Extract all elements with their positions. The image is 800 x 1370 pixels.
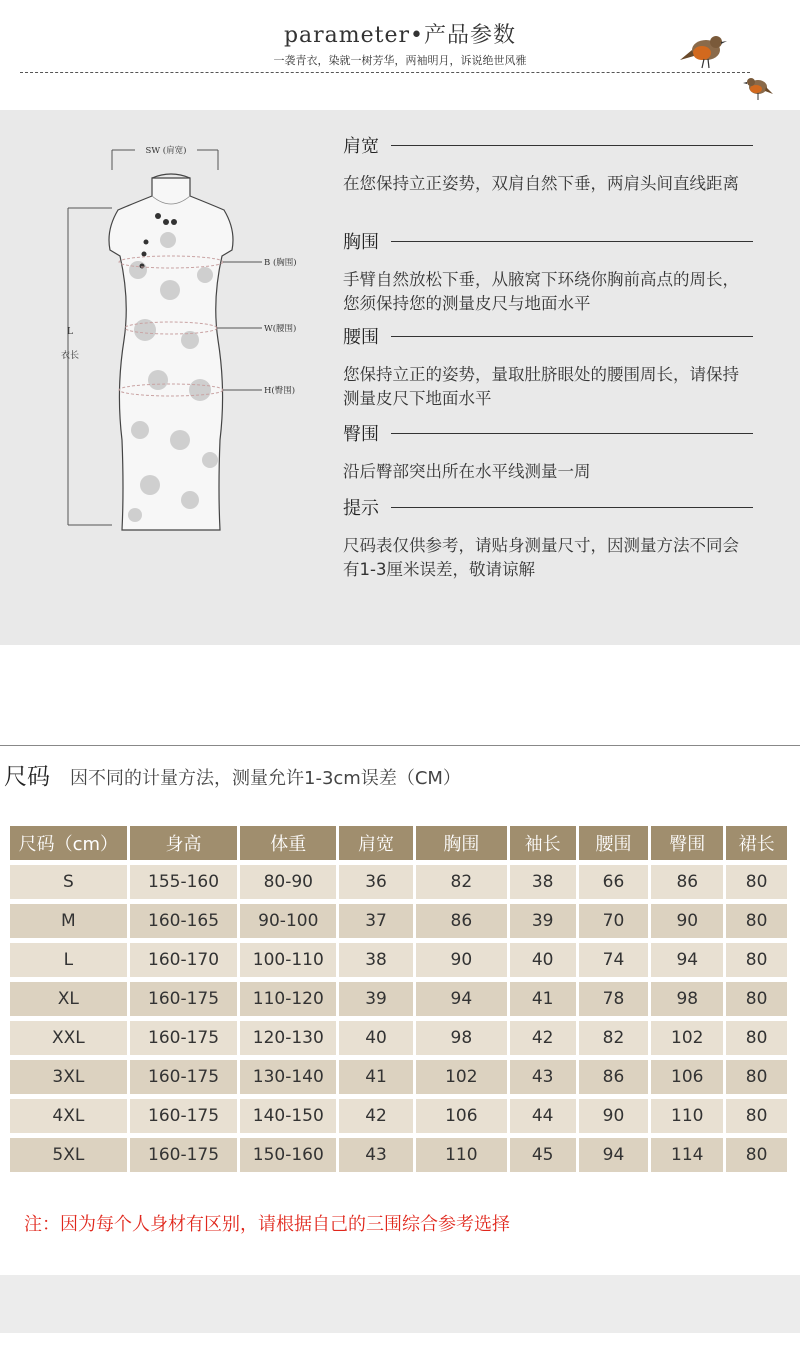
table-row [10,943,790,982]
table-header-cell: 肩宽 [339,826,413,860]
table-cell: 3XL [10,1060,127,1094]
table-cell: 80 [726,943,787,977]
page-footer-band [0,1275,800,1333]
table-cell: 38 [510,865,576,899]
table-cell: 98 [651,982,723,1016]
table-cell: 160-175 [130,1099,238,1133]
size-section-divider [0,745,800,746]
table-cell: 80 [726,1060,787,1094]
table-cell: 160-175 [130,982,238,1016]
size-table [10,826,790,1177]
table-cell: 110 [416,1138,507,1172]
table-row [10,865,790,904]
table-cell: 42 [510,1021,576,1055]
term-desc: 尺码表仅供参考，请贴身测量尺寸，因测量方法不同会有1-3厘米误差，敬请谅解 [343,536,739,579]
table-cell: L [10,943,127,977]
table-cell: 80 [726,865,787,899]
table-cell: 110 [651,1099,723,1133]
table-cell: XXL [10,1021,127,1055]
term-desc: 沿后臀部突出所在水平线测量一周 [343,462,591,481]
table-header-cell: 袖长 [510,826,576,860]
table-row [10,904,790,943]
table-cell: 66 [579,865,649,899]
term-name: 肩宽 [343,136,379,157]
table-cell: 102 [416,1060,507,1094]
table-cell: 74 [579,943,649,977]
table-header-cell: 臀围 [651,826,723,860]
table-cell: 98 [416,1021,507,1055]
table-cell: 160-175 [130,1021,238,1055]
table-cell: 106 [651,1060,723,1094]
term-desc: 手臂自然放松下垂，从腋窝下环绕你胸前高点的周长，您须保持您的测量皮尺与地面水平 [343,270,739,313]
table-cell: 90 [579,1099,649,1133]
table-cell: M [10,904,127,938]
table-row [10,1099,790,1138]
term-hip [343,420,753,484]
term-shoulder [343,132,753,196]
table-cell: 94 [416,982,507,1016]
table-cell: 155-160 [130,865,238,899]
bust-label: B (胸围) [264,258,297,268]
table-cell: 114 [651,1138,723,1172]
page-header [0,0,800,110]
table-cell: 90 [416,943,507,977]
table-row [10,982,790,1021]
table-header-cell: 裙长 [726,826,787,860]
term-name: 提示 [343,498,379,519]
table-cell: 5XL [10,1138,127,1172]
term-name: 臀围 [343,424,379,445]
table-cell: 70 [579,904,649,938]
table-cell: 44 [510,1099,576,1133]
table-cell: 110-120 [240,982,336,1016]
table-cell: 42 [339,1099,413,1133]
page-subtitle: 一袭青衣，染就一树芳华，两袖明月，诉说绝世风雅 [273,54,527,67]
length-name-label: 衣长 [60,351,80,361]
table-header-cell: 尺码（cm） [10,826,127,860]
table-row [10,1021,790,1060]
page-title: parameter•产品参数 [283,23,517,48]
table-header-row [10,826,790,865]
header-divider [20,72,750,73]
table-cell: 39 [339,982,413,1016]
robin-bird-icon [680,28,732,72]
table-cell: S [10,865,127,899]
table-cell: 86 [651,865,723,899]
term-bust [343,228,753,316]
waist-label: W(腰围) [264,324,297,334]
table-cell: 80-90 [240,865,336,899]
table-cell: 80 [726,982,787,1016]
table-cell: 100-110 [240,943,336,977]
table-cell: 80 [726,904,787,938]
shoulder-label: SW (肩宽) [145,146,187,156]
table-cell: 90-100 [240,904,336,938]
table-cell: 94 [579,1138,649,1172]
table-cell: 160-165 [130,904,238,938]
table-header-cell: 身高 [130,826,238,860]
table-cell: 4XL [10,1099,127,1133]
measurement-panel [0,110,800,645]
table-cell: 160-175 [130,1060,238,1094]
table-header-cell: 胸围 [416,826,507,860]
table-header-cell: 体重 [240,826,336,860]
table-cell: 82 [579,1021,649,1055]
table-cell: 82 [416,865,507,899]
dress-outline [109,178,233,530]
table-cell: 90 [651,904,723,938]
table-header-cell: 腰围 [579,826,649,860]
table-cell: 86 [416,904,507,938]
table-cell: 150-160 [240,1138,336,1172]
table-cell: 41 [510,982,576,1016]
table-cell: 36 [339,865,413,899]
table-cell: 86 [579,1060,649,1094]
table-cell: 80 [726,1099,787,1133]
table-cell: 80 [726,1138,787,1172]
size-section-title: 尺码 [4,764,50,790]
table-cell: 102 [651,1021,723,1055]
table-cell: 160-175 [130,1138,238,1172]
table-cell: 120-130 [240,1021,336,1055]
table-cell: 43 [510,1060,576,1094]
table-cell: 40 [339,1021,413,1055]
dress-diagram [40,130,340,550]
small-bird-icon [742,72,774,102]
term-waist [343,323,753,411]
table-cell: 130-140 [240,1060,336,1094]
term-desc: 您保持立正的姿势，量取肚脐眼处的腰围周长，请保持测量皮尺下地面水平 [343,365,739,408]
table-cell: 106 [416,1099,507,1133]
table-cell: XL [10,982,127,1016]
table-cell: 39 [510,904,576,938]
table-cell: 94 [651,943,723,977]
table-row [10,1060,790,1099]
size-section-note: 因不同的计量方法，测量允许1-3cm误差（CM） [70,768,461,789]
hip-label: H(臀围) [264,386,296,396]
table-cell: 45 [510,1138,576,1172]
table-cell: 41 [339,1060,413,1094]
table-cell: 140-150 [240,1099,336,1133]
term-desc: 在您保持立正姿势，双肩自然下垂，两肩头间直线距离 [343,174,739,193]
term-tip [343,494,753,582]
size-section-header [4,758,461,791]
table-cell: 78 [579,982,649,1016]
table-cell: 37 [339,904,413,938]
term-name: 腰围 [343,327,379,348]
length-code-label: L [67,327,73,337]
table-cell: 38 [339,943,413,977]
size-remark: 注：因为每个人身材有区别，请根据自己的三围综合参考选择 [24,1214,510,1235]
table-cell: 40 [510,943,576,977]
term-name: 胸围 [343,232,379,253]
table-cell: 160-170 [130,943,238,977]
table-cell: 80 [726,1021,787,1055]
table-row [10,1138,790,1177]
table-cell: 43 [339,1138,413,1172]
